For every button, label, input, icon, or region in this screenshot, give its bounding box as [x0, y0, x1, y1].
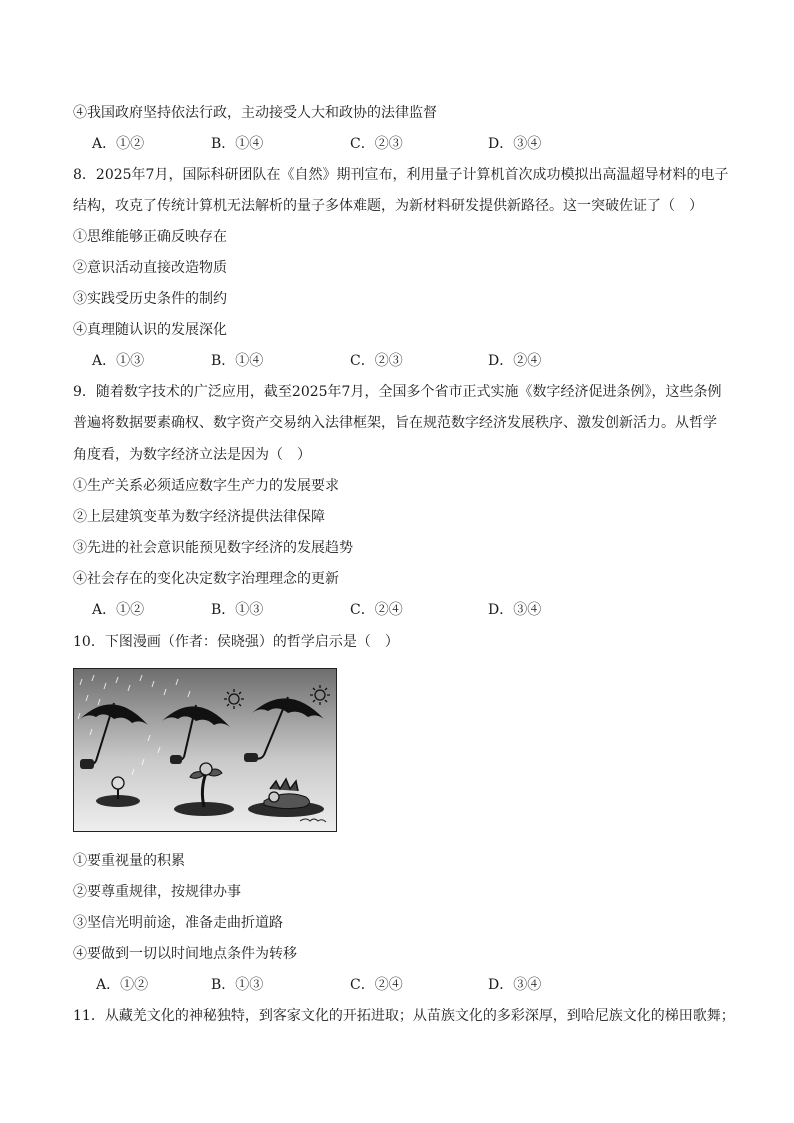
q9-option-c[interactable]: C．②④	[350, 602, 403, 618]
q8-item-2: ②意识活动直接改造物质	[73, 260, 227, 276]
q11-stem-line-1: 11．从藏羌文化的神秘独特，到客家文化的开拓进取；从苗族文化的多彩深厚，到哈尼族文化的梯田歌舞；	[73, 1008, 735, 1024]
q9-item-4: ④社会存在的变化决定数字治理理念的更新	[73, 571, 339, 587]
q10-item-3: ③坚信光明前途，准备走曲折道路	[73, 915, 283, 931]
q9-stem-line-1: 9．随着数字技术的广泛应用，截至2025年7月，全国多个省市正式实施《数字经济促进条例》，这些条例	[73, 384, 722, 400]
q9-item-3: ③先进的社会意识能预见数字经济的发展趋势	[73, 540, 353, 556]
q8-option-c[interactable]: C．②③	[350, 353, 403, 369]
q10-stem: 10．下图漫画（作者：侯晓强）的哲学启示是（ ）	[73, 634, 399, 650]
q8-option-b[interactable]: B．①④	[211, 353, 264, 369]
q9-option-d[interactable]: D．③④	[488, 602, 542, 618]
q7-option-b[interactable]: B．①④	[211, 136, 264, 152]
q8-option-a[interactable]: A．①③	[92, 353, 145, 369]
q8-stem-line-1: 8．2025年7月，国际科研团队在《自然》期刊宣布，利用量子计算机首次成功模拟出高温超导材料的电子	[73, 167, 729, 183]
q7-option-d[interactable]: D．③④	[488, 136, 542, 152]
q10-option-b[interactable]: B．①③	[211, 977, 264, 993]
q8-stem-line-2: 结构，攻克了传统计算机无法解析的量子多体难题，为新材料研发提供新路径。这一突破佐证了（ ）	[73, 198, 703, 214]
q7-option-a[interactable]: A．①②	[92, 136, 145, 152]
q8-item-1: ①思维能够正确反映存在	[73, 229, 227, 245]
q10-item-4: ④要做到一切以时间地点条件为转移	[73, 946, 297, 962]
q10-option-c[interactable]: C．②④	[350, 977, 403, 993]
q9-option-b[interactable]: B．①③	[211, 602, 264, 618]
q9-stem-line-2: 普遍将数据要素确权、数字资产交易纳入法律框架，旨在规范数字经济发展秩序、激发创新活力。从哲学	[73, 415, 717, 431]
q9-item-2: ②上层建筑变革为数字经济提供法律保障	[73, 509, 325, 525]
q10-cartoon-image	[73, 668, 337, 832]
q8-item-3: ③实践受历史条件的制约	[73, 291, 227, 307]
q10-option-a[interactable]: A．①②	[96, 977, 149, 993]
q8-item-4: ④真理随认识的发展深化	[73, 322, 227, 338]
q9-item-1: ①生产关系必须适应数字生产力的发展要求	[73, 478, 339, 494]
q7-item-4: ④我国政府坚持依法行政，主动接受人大和政协的法律监督	[73, 105, 437, 121]
q7-option-c[interactable]: C．②③	[350, 136, 403, 152]
q10-item-2: ②要尊重规律，按规律办事	[73, 884, 241, 900]
q9-option-a[interactable]: A．①②	[92, 602, 145, 618]
q8-option-d[interactable]: D．②④	[488, 353, 542, 369]
q10-item-1: ①要重视量的积累	[73, 853, 185, 869]
q10-option-d[interactable]: D．③④	[488, 977, 542, 993]
q9-stem-line-3: 角度看，为数字经济立法是因为（ ）	[73, 447, 311, 463]
